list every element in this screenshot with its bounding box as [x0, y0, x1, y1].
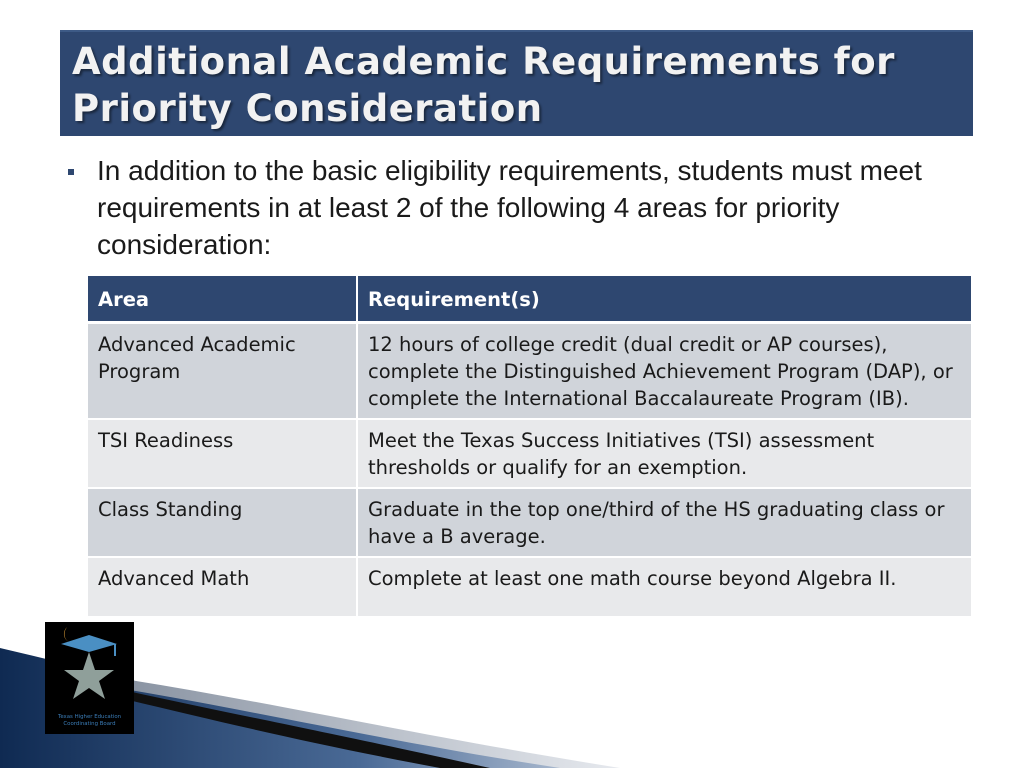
crescent-icon — [64, 627, 71, 643]
bullet-text: In addition to the basic eligibility requirements, students must meet requirements in at least 2 of the following 4 areas for priority consideration: — [97, 155, 922, 260]
square-bullet-icon — [68, 169, 74, 175]
title-bar — [60, 30, 973, 136]
cell-requirement: Complete at least one math course beyond Algebra II. — [358, 558, 971, 618]
slide-title: Additional Academic Requirements for Priority Consideration — [72, 40, 895, 130]
bullet-item — [68, 152, 968, 263]
table-row — [88, 324, 971, 420]
cell-requirement: Meet the Texas Success Initiatives (TSI) assessment thresholds or qualify for an exemption. — [358, 420, 971, 489]
table-row — [88, 420, 971, 489]
logo-caption: Coordinating Board — [63, 721, 116, 727]
requirements-table — [88, 276, 971, 618]
table-row — [88, 489, 971, 558]
cell-area: Advanced Academic Program — [88, 324, 358, 420]
graduation-cap-icon — [61, 635, 117, 652]
texas-star-graduation-cap-icon — [45, 622, 134, 734]
header-requirements: Requirement(s) — [358, 276, 971, 324]
cell-requirement: Graduate in the top one/third of the HS graduating class or have a B average. — [358, 489, 971, 558]
corner-swoosh-decoration — [0, 600, 1024, 768]
texas-star-icon — [64, 652, 114, 699]
coordinating-board-logo — [45, 622, 134, 734]
cell-area: Class Standing — [88, 489, 358, 558]
header-area: Area — [88, 276, 358, 324]
logo-caption: Texas Higher Education — [57, 714, 122, 720]
cell-area: TSI Readiness — [88, 420, 358, 489]
table-header-row — [88, 276, 971, 324]
cell-requirement: 12 hours of college credit (dual credit or AP courses), complete the Distinguished Achievement Program (DAP), or complete the International Baccalaureate Program (IB). — [358, 324, 971, 420]
cell-area: Advanced Math — [88, 558, 358, 618]
